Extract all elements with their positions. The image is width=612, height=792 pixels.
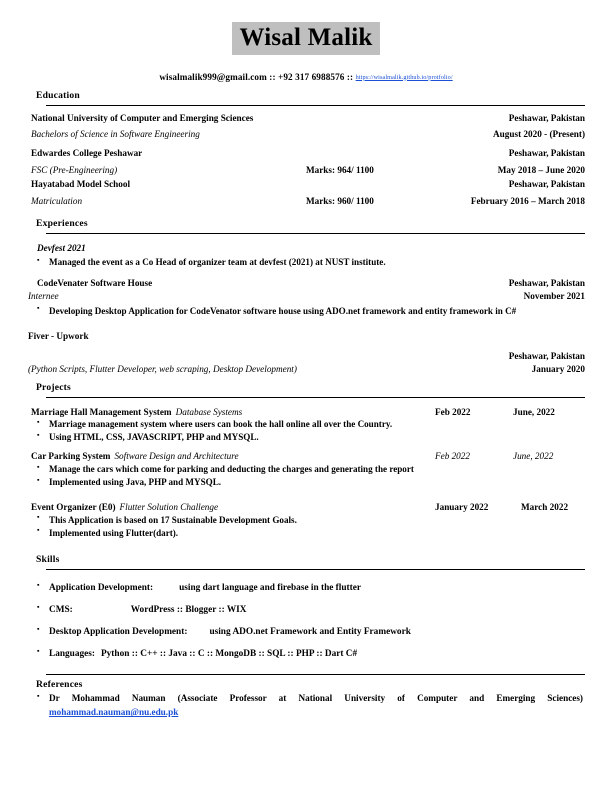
experience-bullets bbox=[31, 256, 585, 269]
list-item: ▪ Using HTML, CSS, JAVASCRIPT, PHP and MYSQL. bbox=[31, 431, 585, 444]
education-location: Peshawar, Pakistan bbox=[508, 147, 585, 158]
list-item: ▪ Implemented using Flutter(dart). bbox=[31, 527, 585, 540]
skill-key: Languages: bbox=[49, 648, 95, 659]
contact-phone: +92 317 6988576 bbox=[278, 71, 345, 82]
project-date-start: Feb 2022 bbox=[435, 406, 471, 417]
experience-org: Devfest 2021 bbox=[37, 242, 86, 253]
list-item: ▪ This Application is based on 17 Sustainable Development Goals. bbox=[31, 514, 585, 527]
education-degree: Matriculation bbox=[31, 195, 83, 206]
education-dates: August 2020 - (Present) bbox=[493, 129, 585, 140]
experience-entry bbox=[28, 277, 585, 317]
project-name: Car Parking System bbox=[31, 451, 111, 462]
education-entries bbox=[31, 112, 585, 208]
contact-separator-1: :: bbox=[266, 71, 279, 82]
experience-org: Fiver - Upwork bbox=[28, 330, 89, 341]
list-item: ▪ Manage the cars which come for parking and deducting the charges and generating the report bbox=[31, 463, 585, 476]
skill-key: Desktop Application Development: bbox=[49, 626, 188, 637]
list-item: ▪ Developing Desktop Application for CodeVenator software house using ADO.net framework and entity framework in C# bbox=[31, 305, 585, 318]
skill-value: Python :: C++ :: Java :: C :: MongoDB :: SQL :: PHP :: Dart C# bbox=[100, 648, 358, 659]
candidate-name: Wisal Malik bbox=[232, 22, 379, 55]
skill-value: using dart language and firebase in the flutter bbox=[179, 582, 361, 593]
project-name: Event Organizer (E0) bbox=[31, 501, 116, 512]
header bbox=[0, 22, 612, 55]
skill-value: WordPress :: Blogger :: WIX bbox=[130, 604, 247, 615]
education-dates: May 2018 – June 2020 bbox=[497, 164, 585, 175]
education-location: Peshawar, Pakistan bbox=[508, 112, 585, 123]
experience-dates: November 2021 bbox=[523, 290, 585, 301]
list-item: ▪ Implemented using Java, PHP and MYSQL. bbox=[31, 476, 585, 489]
experience-entries bbox=[28, 242, 585, 376]
experience-location: Peshawar, Pakistan bbox=[508, 351, 585, 362]
education-institution: Hayatabad Model School bbox=[31, 179, 131, 190]
project-name: Marriage Hall Management System bbox=[31, 406, 172, 417]
skills-list bbox=[31, 582, 585, 660]
project-date-end: March 2022 bbox=[521, 501, 569, 512]
section-title-experiences: Experiences bbox=[36, 217, 88, 229]
education-institution: National University of Computer and Emerging Sciences bbox=[31, 112, 254, 123]
education-location: Peshawar, Pakistan bbox=[508, 179, 585, 190]
list-item bbox=[31, 604, 585, 616]
experience-location: Peshawar, Pakistan bbox=[508, 278, 585, 289]
experience-entry bbox=[28, 330, 585, 376]
section-title-references: References bbox=[36, 678, 83, 690]
project-bullets bbox=[31, 463, 585, 489]
reference-email[interactable]: mohammad.nauman@nu.edu.pk bbox=[49, 707, 179, 718]
education-marks: Marks: 960/ 1100 bbox=[305, 195, 374, 206]
project-entry bbox=[31, 450, 585, 489]
project-date-end: June, 2022 bbox=[513, 406, 555, 417]
list-item bbox=[31, 626, 585, 638]
project-date-end: June, 2022 bbox=[513, 451, 554, 462]
reference-text: ▪ Dr Mohammad Nauman (Associate Professor at National University of Computer and Emerging Sciences) bbox=[49, 692, 583, 703]
list-item bbox=[31, 692, 585, 720]
skill-key: Application Development: bbox=[49, 582, 154, 593]
section-references bbox=[0, 674, 612, 720]
section-title-skills: Skills bbox=[36, 553, 60, 565]
project-entry bbox=[31, 501, 585, 540]
skill-key: CMS: bbox=[49, 604, 73, 615]
section-education bbox=[0, 90, 612, 208]
section-title-projects: Projects bbox=[36, 381, 71, 393]
project-bullets bbox=[31, 514, 585, 540]
list-item bbox=[31, 582, 585, 594]
project-bullets bbox=[31, 418, 585, 444]
education-entry bbox=[31, 147, 585, 176]
education-degree: Bachelors of Science in Software Engineering bbox=[31, 129, 200, 140]
experience-org: CodeVenater Software House bbox=[37, 278, 153, 289]
contact-line bbox=[0, 72, 612, 82]
education-entry bbox=[31, 178, 585, 207]
education-entry bbox=[31, 112, 585, 141]
education-institution: Edwardes College Peshawar bbox=[31, 147, 143, 158]
education-degree: FSC (Pre-Engineering) bbox=[31, 164, 118, 175]
list-item bbox=[31, 648, 585, 660]
section-title-education: Education bbox=[36, 89, 80, 101]
education-dates: February 2016 – March 2018 bbox=[470, 195, 585, 206]
project-entries bbox=[31, 406, 585, 540]
section-projects bbox=[0, 382, 612, 540]
references-list bbox=[31, 692, 585, 720]
contact-separator-2: :: bbox=[344, 71, 356, 82]
project-date-start: Feb 2022 bbox=[435, 451, 470, 462]
section-skills bbox=[0, 554, 612, 660]
education-marks: Marks: 964/ 1100 bbox=[305, 164, 374, 175]
skill-value: using ADO.net Framework and Entity Framework bbox=[209, 626, 411, 637]
project-subject: Database Systems bbox=[175, 406, 243, 417]
experience-dates: January 2020 bbox=[531, 363, 585, 374]
project-entry bbox=[31, 406, 585, 445]
portfolio-link[interactable]: https://wisalmalik.github.io/protfolio/ bbox=[355, 73, 453, 81]
project-date-start: January 2022 bbox=[435, 501, 489, 512]
section-experiences bbox=[0, 218, 612, 376]
experience-bullets bbox=[31, 305, 585, 318]
project-subject: Software Design and Architecture bbox=[114, 451, 239, 462]
contact-email[interactable]: wisalmalik999@gmail.com bbox=[159, 71, 267, 82]
experience-entry bbox=[31, 242, 585, 270]
experience-role: Internee bbox=[28, 290, 59, 301]
experience-role: (Python Scripts, Flutter Developer, web scraping, Desktop Development) bbox=[28, 363, 297, 374]
list-item: ▪ Managed the event as a Co Head of organizer team at devfest (2021) at NUST institute. bbox=[31, 256, 585, 269]
list-item: ▪ Marriage management system where users can book the hall online all over the Country. bbox=[31, 418, 585, 431]
project-subject: Flutter Solution Challenge bbox=[119, 501, 219, 512]
